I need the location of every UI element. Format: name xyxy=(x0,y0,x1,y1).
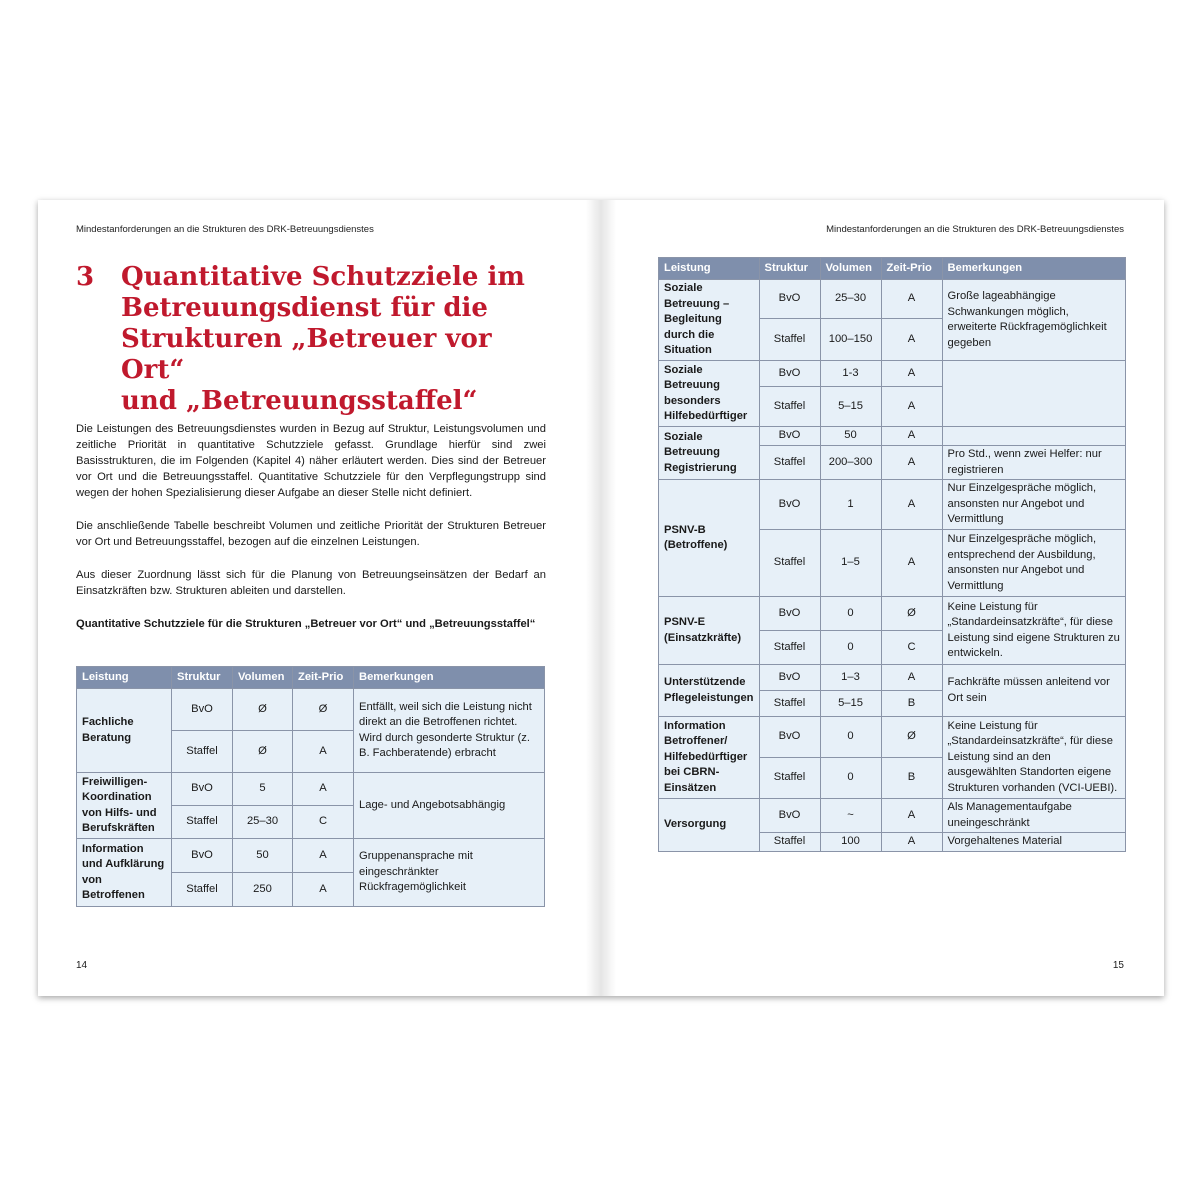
prio-cell: A xyxy=(881,833,942,852)
volumen-cell: 50 xyxy=(233,839,293,873)
remark-cell: Vorgehaltenes Material xyxy=(942,833,1125,852)
column-header: Leistung xyxy=(77,667,172,689)
table-row xyxy=(659,427,1126,446)
volumen-cell: 50 xyxy=(820,427,881,446)
table-row xyxy=(659,799,1126,833)
page-number-right: 15 xyxy=(1112,960,1124,971)
column-header: Struktur xyxy=(172,667,233,689)
chapter-title-line: Strukturen „Betreuer vor Ort“ xyxy=(121,324,492,385)
volumen-cell: 1-3 xyxy=(820,361,881,387)
chapter-title-line: und „Betreuungsstaffel“ xyxy=(121,386,478,416)
column-header: Struktur xyxy=(759,258,820,280)
prio-cell: A xyxy=(881,361,942,387)
table-row xyxy=(659,717,1126,758)
prio-cell: A xyxy=(293,731,354,773)
volumen-cell: 1–3 xyxy=(820,665,881,691)
leistung-cell: Soziale Betreuung – Begleitung durch die Situation xyxy=(659,280,760,361)
column-header: Volumen xyxy=(820,258,881,280)
table-row xyxy=(659,665,1126,691)
table-row xyxy=(659,480,1126,530)
remark-cell: Keine Leistung für „Standardeinsatzkräfte“, für diese Leistung sind an den ausgewählten Standorten eigene Strukturen vorhanden (VCI-UEBI). xyxy=(942,717,1125,799)
struktur-cell: Staffel xyxy=(172,731,233,773)
leistung-cell: Fachliche Beratung xyxy=(77,689,172,773)
schutzziele-table-left xyxy=(76,666,545,907)
struktur-cell: BvO xyxy=(759,280,820,319)
struktur-cell: Staffel xyxy=(759,833,820,852)
chapter-title xyxy=(121,262,541,417)
volumen-cell: 0 xyxy=(820,758,881,799)
table-row xyxy=(77,773,545,806)
table-header-row xyxy=(659,258,1126,280)
paragraph: Die anschließende Tabelle beschreibt Volumen und zeitliche Priorität der Strukturen Betreuer vor Ort und Betreuungsstaffel, bezogen auf die einzelnen Leistungen. xyxy=(76,520,546,548)
volumen-cell: 0 xyxy=(820,597,881,631)
volumen-cell: Ø xyxy=(233,731,293,773)
volumen-cell: 200–300 xyxy=(820,446,881,480)
remark-cell: Nur Einzelgespräche möglich, ansonsten nur Angebot und Vermittlung xyxy=(942,480,1125,530)
remark-cell xyxy=(942,427,1125,446)
paragraph: Aus dieser Zuordnung lässt sich für die Planung von Betreuungseinsätzen der Bedarf an Einsatzkräften bzw. Strukturen ableiten und darstellen. xyxy=(76,569,546,597)
struktur-cell: Staffel xyxy=(759,691,820,717)
volumen-cell: 5–15 xyxy=(820,691,881,717)
struktur-cell: Staffel xyxy=(172,806,233,839)
volumen-cell: 100–150 xyxy=(820,319,881,361)
leistung-cell: PSNV-B (Betroffene) xyxy=(659,480,760,597)
column-header: Zeit-Prio xyxy=(293,667,354,689)
struktur-cell: BvO xyxy=(172,839,233,873)
table-row xyxy=(659,597,1126,631)
prio-cell: C xyxy=(881,631,942,665)
volumen-cell: ~ xyxy=(820,799,881,833)
table-row xyxy=(659,280,1126,319)
struktur-cell: Staffel xyxy=(759,758,820,799)
column-header: Bemerkungen xyxy=(354,667,545,689)
struktur-cell: BvO xyxy=(759,361,820,387)
struktur-cell: Staffel xyxy=(759,319,820,361)
column-header: Zeit-Prio xyxy=(881,258,942,280)
prio-cell: C xyxy=(293,806,354,839)
volumen-cell: 1–5 xyxy=(820,530,881,597)
leistung-cell: Unterstützende Pflegeleistungen xyxy=(659,665,760,717)
chapter-number: 3 xyxy=(76,262,95,292)
volumen-cell: 0 xyxy=(820,717,881,758)
struktur-cell: BvO xyxy=(759,799,820,833)
table-row xyxy=(77,839,545,873)
table-caption: Quantitative Schutzziele für die Strukturen „Betreuer vor Ort“ und „Betreuungsstaffel“ xyxy=(76,618,536,630)
volumen-cell: 250 xyxy=(233,873,293,907)
right-page xyxy=(601,200,1164,996)
column-header: Leistung xyxy=(659,258,760,280)
prio-cell: B xyxy=(881,691,942,717)
table-header-row xyxy=(77,667,545,689)
column-header: Volumen xyxy=(233,667,293,689)
leistung-cell: Information Betroffener/ Hilfebedürftiger bei CBRN-Einsätzen xyxy=(659,717,760,799)
prio-cell: A xyxy=(881,280,942,319)
struktur-cell: BvO xyxy=(759,427,820,446)
prio-cell: A xyxy=(881,480,942,530)
book-spread xyxy=(38,200,1164,996)
volumen-cell: 25–30 xyxy=(233,806,293,839)
prio-cell: B xyxy=(881,758,942,799)
prio-cell: A xyxy=(881,799,942,833)
running-header-left: Mindestanforderungen an die Strukturen des DRK-Betreuungsdienstes xyxy=(76,224,374,235)
page-number-left: 14 xyxy=(76,960,88,971)
prio-cell: Ø xyxy=(293,689,354,731)
struktur-cell: BvO xyxy=(172,773,233,806)
struktur-cell: BvO xyxy=(759,597,820,631)
volumen-cell: 100 xyxy=(820,833,881,852)
struktur-cell: Staffel xyxy=(759,387,820,427)
struktur-cell: Staffel xyxy=(759,530,820,597)
prio-cell: Ø xyxy=(881,597,942,631)
struktur-cell: BvO xyxy=(172,689,233,731)
prio-cell: A xyxy=(881,319,942,361)
remark-cell: Fachkräfte müssen anleitend vor Ort sein xyxy=(942,665,1125,717)
prio-cell: A xyxy=(293,873,354,907)
prio-cell: A xyxy=(881,530,942,597)
volumen-cell: 25–30 xyxy=(820,280,881,319)
remark-cell: Große lageabhängige Schwankungen möglich, erweiterte Rückfragemöglichkeit gegeben xyxy=(942,280,1125,361)
volumen-cell: 0 xyxy=(820,631,881,665)
prio-cell: A xyxy=(881,387,942,427)
table-row xyxy=(77,689,545,731)
prio-cell: A xyxy=(881,446,942,480)
volumen-cell: 1 xyxy=(820,480,881,530)
remark-cell xyxy=(942,361,1125,427)
prio-cell: A xyxy=(881,427,942,446)
table-row xyxy=(659,361,1126,387)
struktur-cell: Staffel xyxy=(172,873,233,907)
leistung-cell: Soziale Betreuung besonders Hilfebedürftiger xyxy=(659,361,760,427)
remark-cell: Nur Einzelgespräche möglich, entsprechend der Ausbildung, ansonsten nur Angebot und Vermittlung xyxy=(942,530,1125,597)
left-page xyxy=(38,200,601,996)
leistung-cell: Soziale Betreuung Registrierung xyxy=(659,427,760,480)
prio-cell: A xyxy=(881,665,942,691)
leistung-cell: Versorgung xyxy=(659,799,760,852)
struktur-cell: Staffel xyxy=(759,631,820,665)
leistung-cell: PSNV-E (Einsatzkräfte) xyxy=(659,597,760,665)
struktur-cell: BvO xyxy=(759,480,820,530)
prio-cell: A xyxy=(293,773,354,806)
paragraph: Die Leistungen des Betreuungsdienstes wurden in Bezug auf Struktur, Leistungsvolumen und zeitliche Priorität in quantitative Schutzziele gefasst. Grundlage hierfür sind zwei Basisstrukturen, die im Folgenden (Kapitel 4) näher erläutert werden. Dies sind der Betreuer vor Ort und die Betreuungsstaffel. Quantitative Schutzziele für den Verpflegungstrupp sind wegen der hohen Spezialisierung dieser Aufgabe an dieser Stelle nicht definiert. xyxy=(76,423,546,499)
struktur-cell: BvO xyxy=(759,717,820,758)
leistung-cell: Freiwilligen-Koordination von Hilfs- und Berufskräften xyxy=(77,773,172,839)
remark-cell: Pro Std., wenn zwei Helfer: nur registrieren xyxy=(942,446,1125,480)
remark-cell: Als Managementaufgabe uneingeschränkt xyxy=(942,799,1125,833)
volumen-cell: 5 xyxy=(233,773,293,806)
remark-cell: Entfällt, weil sich die Leistung nicht direkt an die Betroffenen richtet. Wird durch gesonderte Struktur (z. B. Fachberatende) erbracht xyxy=(354,689,545,773)
volumen-cell: 5–15 xyxy=(820,387,881,427)
column-header: Bemerkungen xyxy=(942,258,1125,280)
chapter-title-line: Quantitative Schutzziele im xyxy=(121,262,525,292)
struktur-cell: Staffel xyxy=(759,446,820,480)
prio-cell: A xyxy=(293,839,354,873)
remark-cell: Lage- und Angebotsabhängig xyxy=(354,773,545,839)
leistung-cell: Information und Aufklärung von Betroffenen xyxy=(77,839,172,907)
schutzziele-table-right xyxy=(658,257,1126,852)
remark-cell: Gruppenansprache mit eingeschränkter Rückfragemöglichkeit xyxy=(354,839,545,907)
prio-cell: Ø xyxy=(881,717,942,758)
struktur-cell: BvO xyxy=(759,665,820,691)
remark-cell: Keine Leistung für „Standardeinsatzkräfte“, für diese Leistung sind eigene Strukturen zu entwickeln. xyxy=(942,597,1125,665)
volumen-cell: Ø xyxy=(233,689,293,731)
chapter-title-line: Betreuungsdienst für die xyxy=(121,293,488,323)
running-header-right: Mindestanforderungen an die Strukturen des DRK-Betreuungsdienstes xyxy=(826,224,1124,235)
